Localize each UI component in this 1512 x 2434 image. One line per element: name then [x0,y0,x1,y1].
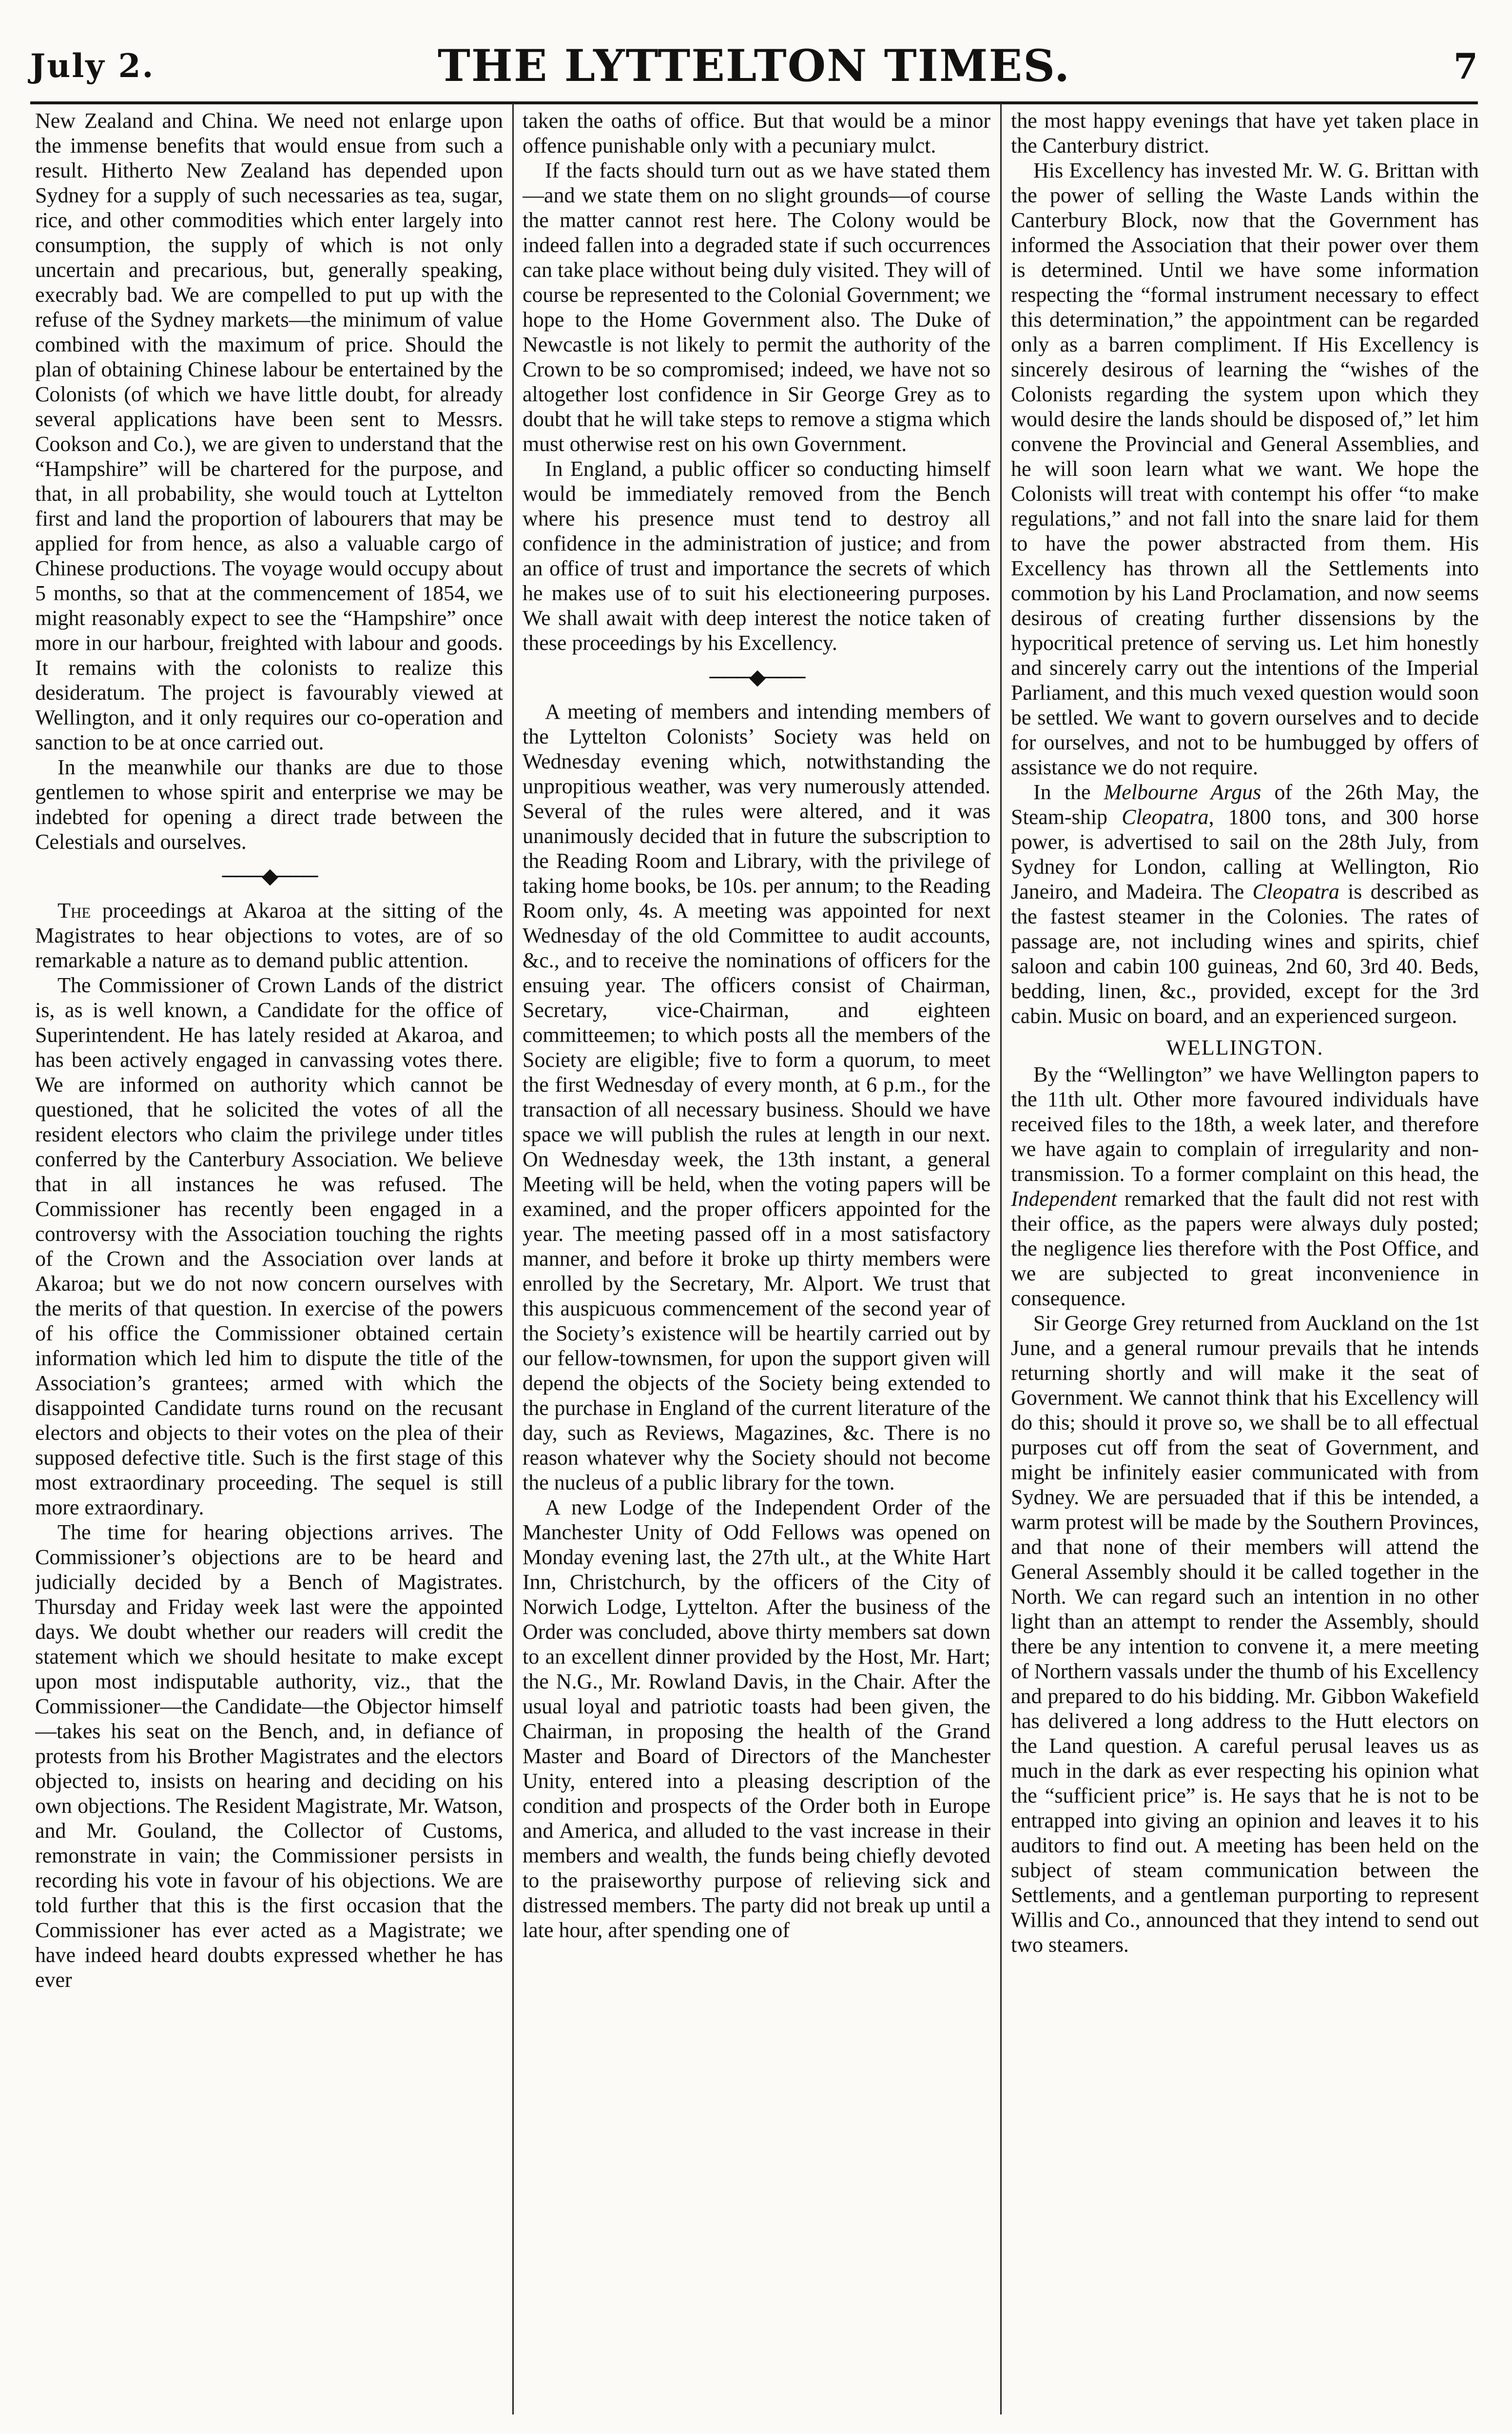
newspaper-title: THE LYTTELTON TIMES. [437,40,1071,92]
article-paragraph: taken the oaths of office. But that would be a minor offence punishable only with a pecuniary mulct. [523,109,990,157]
column-2 [523,108,990,2410]
section-separator: ───◆─── [709,665,804,689]
article-paragraph: By the “Wellington” we have Wellington papers to the 11th ult. Other more favoured individuals have received files to the 18th, a week later, and therefore we have again to complain of irregularity and non-transmission. To a former complaint on this head, the Independent remarked that the fault did not rest with their office, as the papers were always duly posted; the negligence lies therefore with the Post Office, and we are subjected to great inconvenience in consequence. [1011,1062,1479,1310]
article-paragraph: The proceedings at Akaroa at the sitting of the Magistrates to hear objections to votes, are of so remarkable a nature as to demand public attention. [35,899,503,972]
masthead-rule [30,101,1478,104]
article-paragraph: His Excellency has invested Mr. W. G. Brittan with the power of selling the Waste Lands within the Canterbury Block, now that the Government has informed the Association that their power over them is determined. Until we have some information respecting the “formal instrument necessary to effect this determination,” the appointment can be regarded only as a barren compliment. If His Excellency is sincerely desirous of learning the “wishes of the Colonists regarding the system upon which they would desire the lands should be disposed of,” let him convene the Provincial and General Assemblies, and he will soon learn what we want. We hope the Colonists will treat with contempt his offer “to make regulations,” and not fall into the snare laid for them to have the power abstracted from them. His Excellency has thrown all the Settlements into commotion by his Land Proclamation, and now seems desirous of creating further dissensions by the hypocritical pretence of serving us. Let him honestly and sincerely carry out the intentions of the Imperial Parliament, and this much vexed question would soon be settled. We want to govern ourselves and to decide for ourselves, and not to be humbugged by offers of assistance we do not require. [1011,158,1479,779]
article-paragraph: New Zealand and China. We need not enlarge upon the immense benefits that would ensue from such a result. Hitherto New Zealand has depended upon Sydney for a supply of such necessaries as tea, sugar, rice, and other commodities which enter largely into consumption, the supply of which is not only uncertain and precarious, but, generally speaking, execrably bad. We are compelled to put up with the refuse of the Sydney markets—the minimum of value combined with the maximum of price. Should the plan of obtaining Chinese labour be entertained by the Colonists (of which we have little doubt, for already several applications have been sent to Messrs. Cookson and Co.), we are given to understand that the “Hampshire” will be chartered for the purpose, and that, in all probability, she would touch at Lyttelton first and land the proportion of labourers that may be applied for from hence, as also a valuable cargo of Chinese productions. The voyage would occupy about 5 months, so that at the commencement of 1854, we might reasonably expect to see the “Hampshire” once more in our harbour, freighted with labour and goods. It remains with the colonists to realize this desideratum. The project is favourably viewed at Wellington, and it only requires our co-operation and sanction to be at once carried out. [35,109,503,754]
article-paragraph: In England, a public officer so conducting himself would be immediately removed from the Bench where his presence must tend to destroy all confidence in the administration of justice; and from an office of trust and importance the secrets of which he makes use of to suit his electioneering purposes. We shall await with deep interest the notice taken of these proceedings by his Excellency. [523,457,990,655]
page-number: 7 [1453,45,1478,87]
masthead [30,34,1478,98]
article-paragraph: Sir George Grey returned from Auckland on the 1st June, and a general rumour prevails that he intends returning shortly and will make it the seat of Government. We cannot think that his Excellency will do this; should it prove so, we shall be to all effectual purposes cut off from the seat of Government, and might be infinitely easier communicated with from Sydney. We are persuaded that if this be intended, a warm protest will be made by the Southern Provinces, and that none of their members will attend the General Assembly should it be called together in the North. We can regard such an intention in no other light than an attempt to render the Assembly, should there be any intention to convene it, a mere meeting of Northern vassals under the thumb of his Excellency and prepared to do his bidding. Mr. Gibbon Wakefield has delivered a long address to the Hutt electors on the Land question. A careful perusal leaves us as much in the dark as ever respecting his opinion what the “sufficient price” is. He says that he is not to be entrapped into giving an opinion and leaves it to his auditors to find out. A meeting has been held on the subject of steam communication between the Settlements, and a gentleman purporting to represent Willis and Co., announced that they intend to send out two steamers. [1011,1311,1479,1957]
column-rule-1 [512,103,514,2414]
column-rule-2 [1000,103,1002,2414]
article-paragraph: In the meanwhile our thanks are due to those gentlemen to whose spirit and enterprise we may be indebted for opening a direct trade between the Celestials and ourselves. [35,755,503,854]
article-paragraph: the most happy evenings that have yet taken place in the Canterbury district. [1011,109,1479,157]
article-paragraph: The Commissioner of Crown Lands of the district is, as is well known, a Candidate for the office of Superintendent. He has lately resided at Akaroa, and has been actively engaged in canvassing votes there. We are informed on authority which cannot be questioned, that he solicited the votes of all the resident electors who claim the privilege under titles conferred by the Canterbury Association. We believe that in all instances he was refused. The Commissioner has recently been engaged in a controversy with the Association touching the rights of the Crown and the Association over lands at Akaroa; but we do not now concern ourselves with the merits of that question. In exercise of the powers of his office the Commissioner obtained certain information which led him to dispute the title of the Association’s grantees; armed with which the disappointed Candidate turns round on the recusant electors and objects to their votes on the plea of their supposed defective title. Such is the first stage of this most extraordinary proceeding. The sequel is still more extraordinary. [35,973,503,1519]
article-paragraph: In the Melbourne Argus of the 26th May, the Steam-ship Cleopatra, 1800 tons, and 300 horse power, is advertised to sail on the 28th July, from Sydney for London, calling at Wellington, Rio Janeiro, and Madeira. The Cleopatra is described as the fastest steamer in the Colonies. The rates of passage are, not including wines and spirits, chief saloon and cabin 100 guineas, 2nd 60, 3rd 40. Beds, bedding, linen, &c., provided, except for the 3rd cabin. Music on board, and an experienced surgeon. [1011,780,1479,1028]
issue-date: July 2. [30,47,155,85]
column-3 [1011,108,1479,2410]
section-heading: WELLINGTON. [1166,1036,1324,1060]
article-paragraph: A new Lodge of the Independent Order of the Manchester Unity of Odd Fellows was opened on Monday evening last, the 27th ult., at the White Hart Inn, Christchurch, by the officers of the City of Norwich Lodge, Lyttelton. After the business of the Order was concluded, above thirty members sat down to an excellent dinner provided by the Host, Mr. Hart; the N.G., Mr. Rowland Davis, in the Chair. After the usual loyal and patriotic toasts had been given, the Chairman, in proposing the health of the Grand Master and Board of Directors of the Manchester Unity, entered into a pleasing description of the condition and prospects of the Order both in Europe and America, and alluded to the vast increase in their members and wealth, the funds being chiefly devoted to the praiseworthy purpose of relieving sick and distressed members. The party did not break up until a late hour, after spending one of [523,1495,990,1942]
article-paragraph: A meeting of members and intending members of the Lyttelton Colonists’ Society was held on Wednesday evening which, notwithstanding the unpropitious weather, was very numerously attended. Several of the rules were altered, and it was unanimously decided that in future the subscription to the Reading Room and Library, with the privilege of taking home books, be 10s. per annum; to the Reading Room only, 4s. A meeting was appointed for next Wednesday of the old Committee to audit accounts, &c., and to receive the nominations of officers for the ensuing year. The officers consist of Chairman, Secretary, vice-Chairman, and eighteen committeemen; to which posts all the members of the Society are eligible; five to form a quorum, to meet the first Wednesday of every month, at 6 p.m., for the transaction of all necessary business. Should we have space we will publish the rules at length in our next. On Wednesday week, the 13th instant, a general Meeting will be held, when the voting papers will be examined, and the proper officers appointed for the year. The meeting passed off in a most satisfactory manner, and before it broke up thirty members were enrolled by the Secretary, Mr. Alport. We trust that this auspicuous commencement of the second year of the Society’s existence will be heartily carried out by our fellow-townsmen, for upon the support given will depend the objects of the Society being extended to the purchase in England of the current literature of the day, such as Reviews, Magazines, &c. There is no reason whatever why the Society should not become the nucleus of a public library for the town. [523,700,990,1494]
lead-word: The [58,899,91,923]
article-paragraph: If the facts should turn out as we have stated them—and we state them on no slight grounds—of course the matter cannot rest here. The Colony would be indeed fallen into a degraded state if such occurrences can take place without being duly visited. They will of course be represented to the Colonial Government; we hope to the Home Government also. The Duke of Newcastle is not likely to permit the authority of the Crown to be so compromised; indeed, we have not so altogether lost confidence in Sir George Grey as to doubt that he will take steps to remove a stigma which must otherwise rest on his own Government. [523,158,990,456]
column-1 [35,108,503,2410]
section-separator: ───◆─── [222,864,316,888]
article-paragraph: The time for hearing objections arrives. The Commissioner’s objections are to be heard and judicially decided by a Bench of Magistrates. Thursday and Friday week last were the appointed days. We doubt whether our readers will credit the statement which we should hesitate to make except upon most indisputable authority, viz., that the Commissioner—the Candidate—the Objector himself—takes his seat on the Bench, and, in defiance of protests from his Brother Magistrates and the electors objected to, insists on hearing and deciding on his own objections. The Resident Magistrate, Mr. Watson, and Mr. Gouland, the Collector of Customs, remonstrate in vain; the Commissioner persists in recording his vote in favour of his objections. We are told further that this is the first occasion that the Commissioner has ever acted as a Magistrate; we have indeed heard doubts expressed whether he has ever [35,1520,503,1992]
